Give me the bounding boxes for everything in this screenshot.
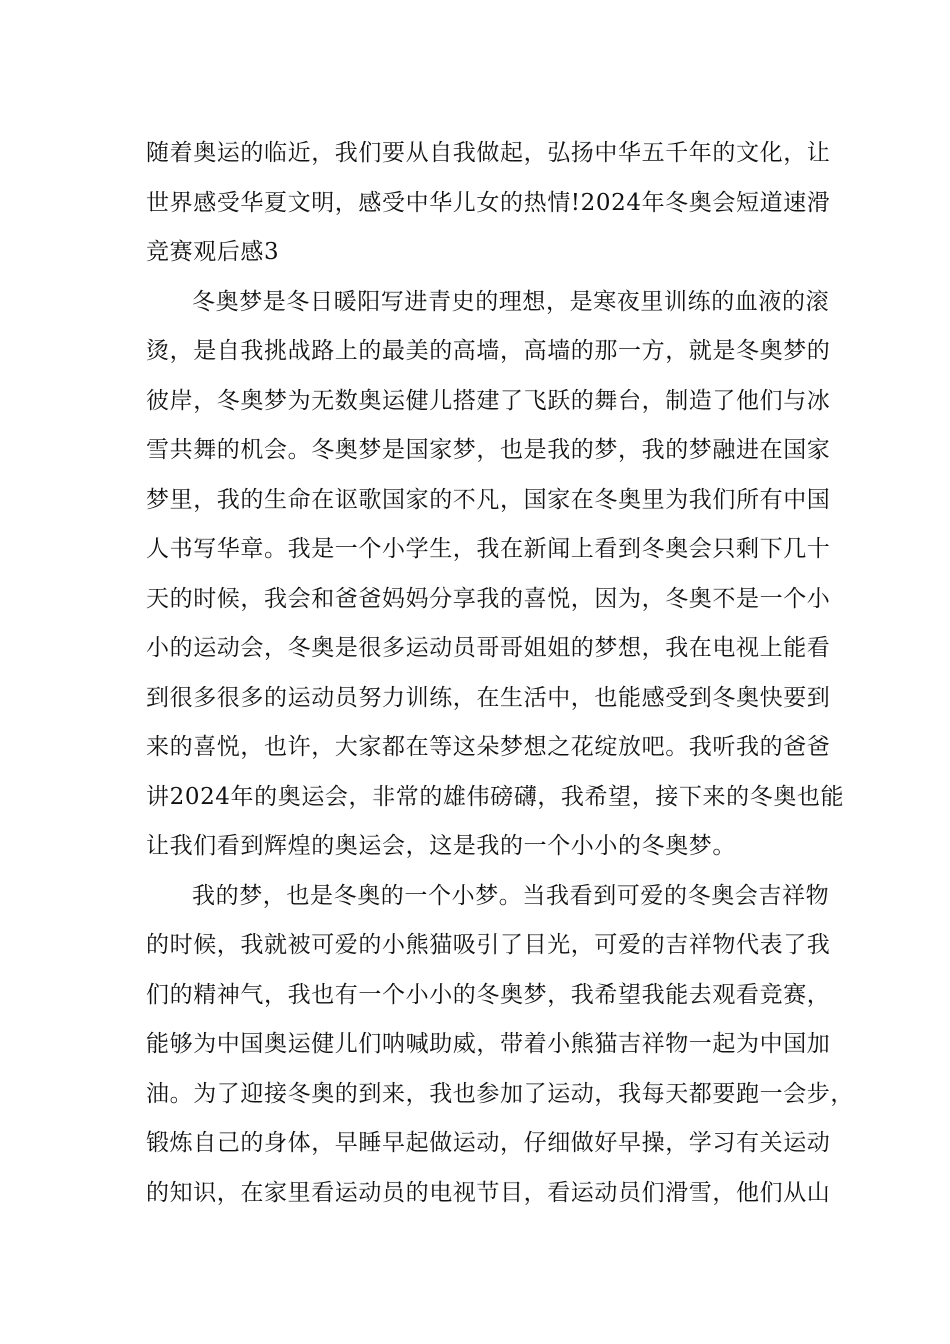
text-line: 的时候，我就被可爱的小熊猫吸引了目光，可爱的吉祥物代表了我 xyxy=(146,932,831,958)
text-line: 彼岸，冬奥梦为无数奥运健儿搭建了飞跃的舞台，制造了他们与冰 xyxy=(146,387,831,414)
text-line: 讲2024年的奥运会，非常的雄伟磅礴，我希望，接下来的冬奥也能 xyxy=(146,783,845,810)
text-line: 能够为中国奥运健儿们呐喊助威，带着小熊猫吉祥物一起为中国加 xyxy=(146,1031,831,1057)
text-line: 让我们看到辉煌的奥运会，这是我的一个小小的冬奥梦。 xyxy=(146,833,736,859)
text-line: 天的时候，我会和爸爸妈妈分享我的喜悦，因为，冬奥不是一个小 xyxy=(146,585,831,612)
text-line: 小的运动会，冬奥是很多运动员哥哥姐姐的梦想，我在电视上能看 xyxy=(146,635,831,661)
text-line: 烫，是自我挑战路上的最美的高墙，高墙的那一方，就是冬奥梦的 xyxy=(146,338,831,364)
text-line: 梦里，我的生命在讴歌国家的不凡，国家在冬奥里为我们所有中国 xyxy=(146,486,831,513)
text-line: 油。为了迎接冬奥的到来，我也参加了运动，我每天都要跑一会步， xyxy=(146,1080,854,1107)
text-line: 雪共舞的机会。冬奥梦是国家梦，也是我的梦，我的梦融进在国家 xyxy=(146,437,831,463)
text-line: 人书写华章。我是一个小学生，我在新闻上看到冬奥会只剩下几十 xyxy=(146,536,831,562)
text-line: 们的精神气，我也有一个小小的冬奥梦，我希望我能去观看竞赛， xyxy=(146,981,831,1008)
text-line: 世界感受华夏文明，感受中华儿女的热情!2024年冬奥会短道速滑 xyxy=(146,189,831,216)
text-line: 锻炼自己的身体，早睡早起做运动，仔细做好早操，学习有关运动 xyxy=(146,1130,831,1156)
text-line: 到很多很多的运动员努力训练，在生活中，也能感受到冬奥快要到 xyxy=(146,684,831,711)
paragraph-start-line: 我的梦，也是冬奥的一个小梦。当我看到可爱的冬奥会吉祥物 xyxy=(192,882,830,909)
body-text xyxy=(146,133,854,1222)
text-line: 的知识，在家里看运动员的电视节目，看运动员们滑雪，他们从山 xyxy=(146,1179,831,1206)
text-line: 随着奥运的临近，我们要从自我做起，弘扬中华五千年的文化，让 xyxy=(146,140,831,166)
paragraph-start-line: 冬奥梦是冬日暖阳写进青史的理想，是寒夜里训练的血液的滚 xyxy=(192,288,830,315)
text-line: 竞赛观后感3 xyxy=(146,239,280,265)
text-line: 来的喜悦，也许，大家都在等这朵梦想之花绽放吧。我听我的爸爸 xyxy=(146,734,831,760)
